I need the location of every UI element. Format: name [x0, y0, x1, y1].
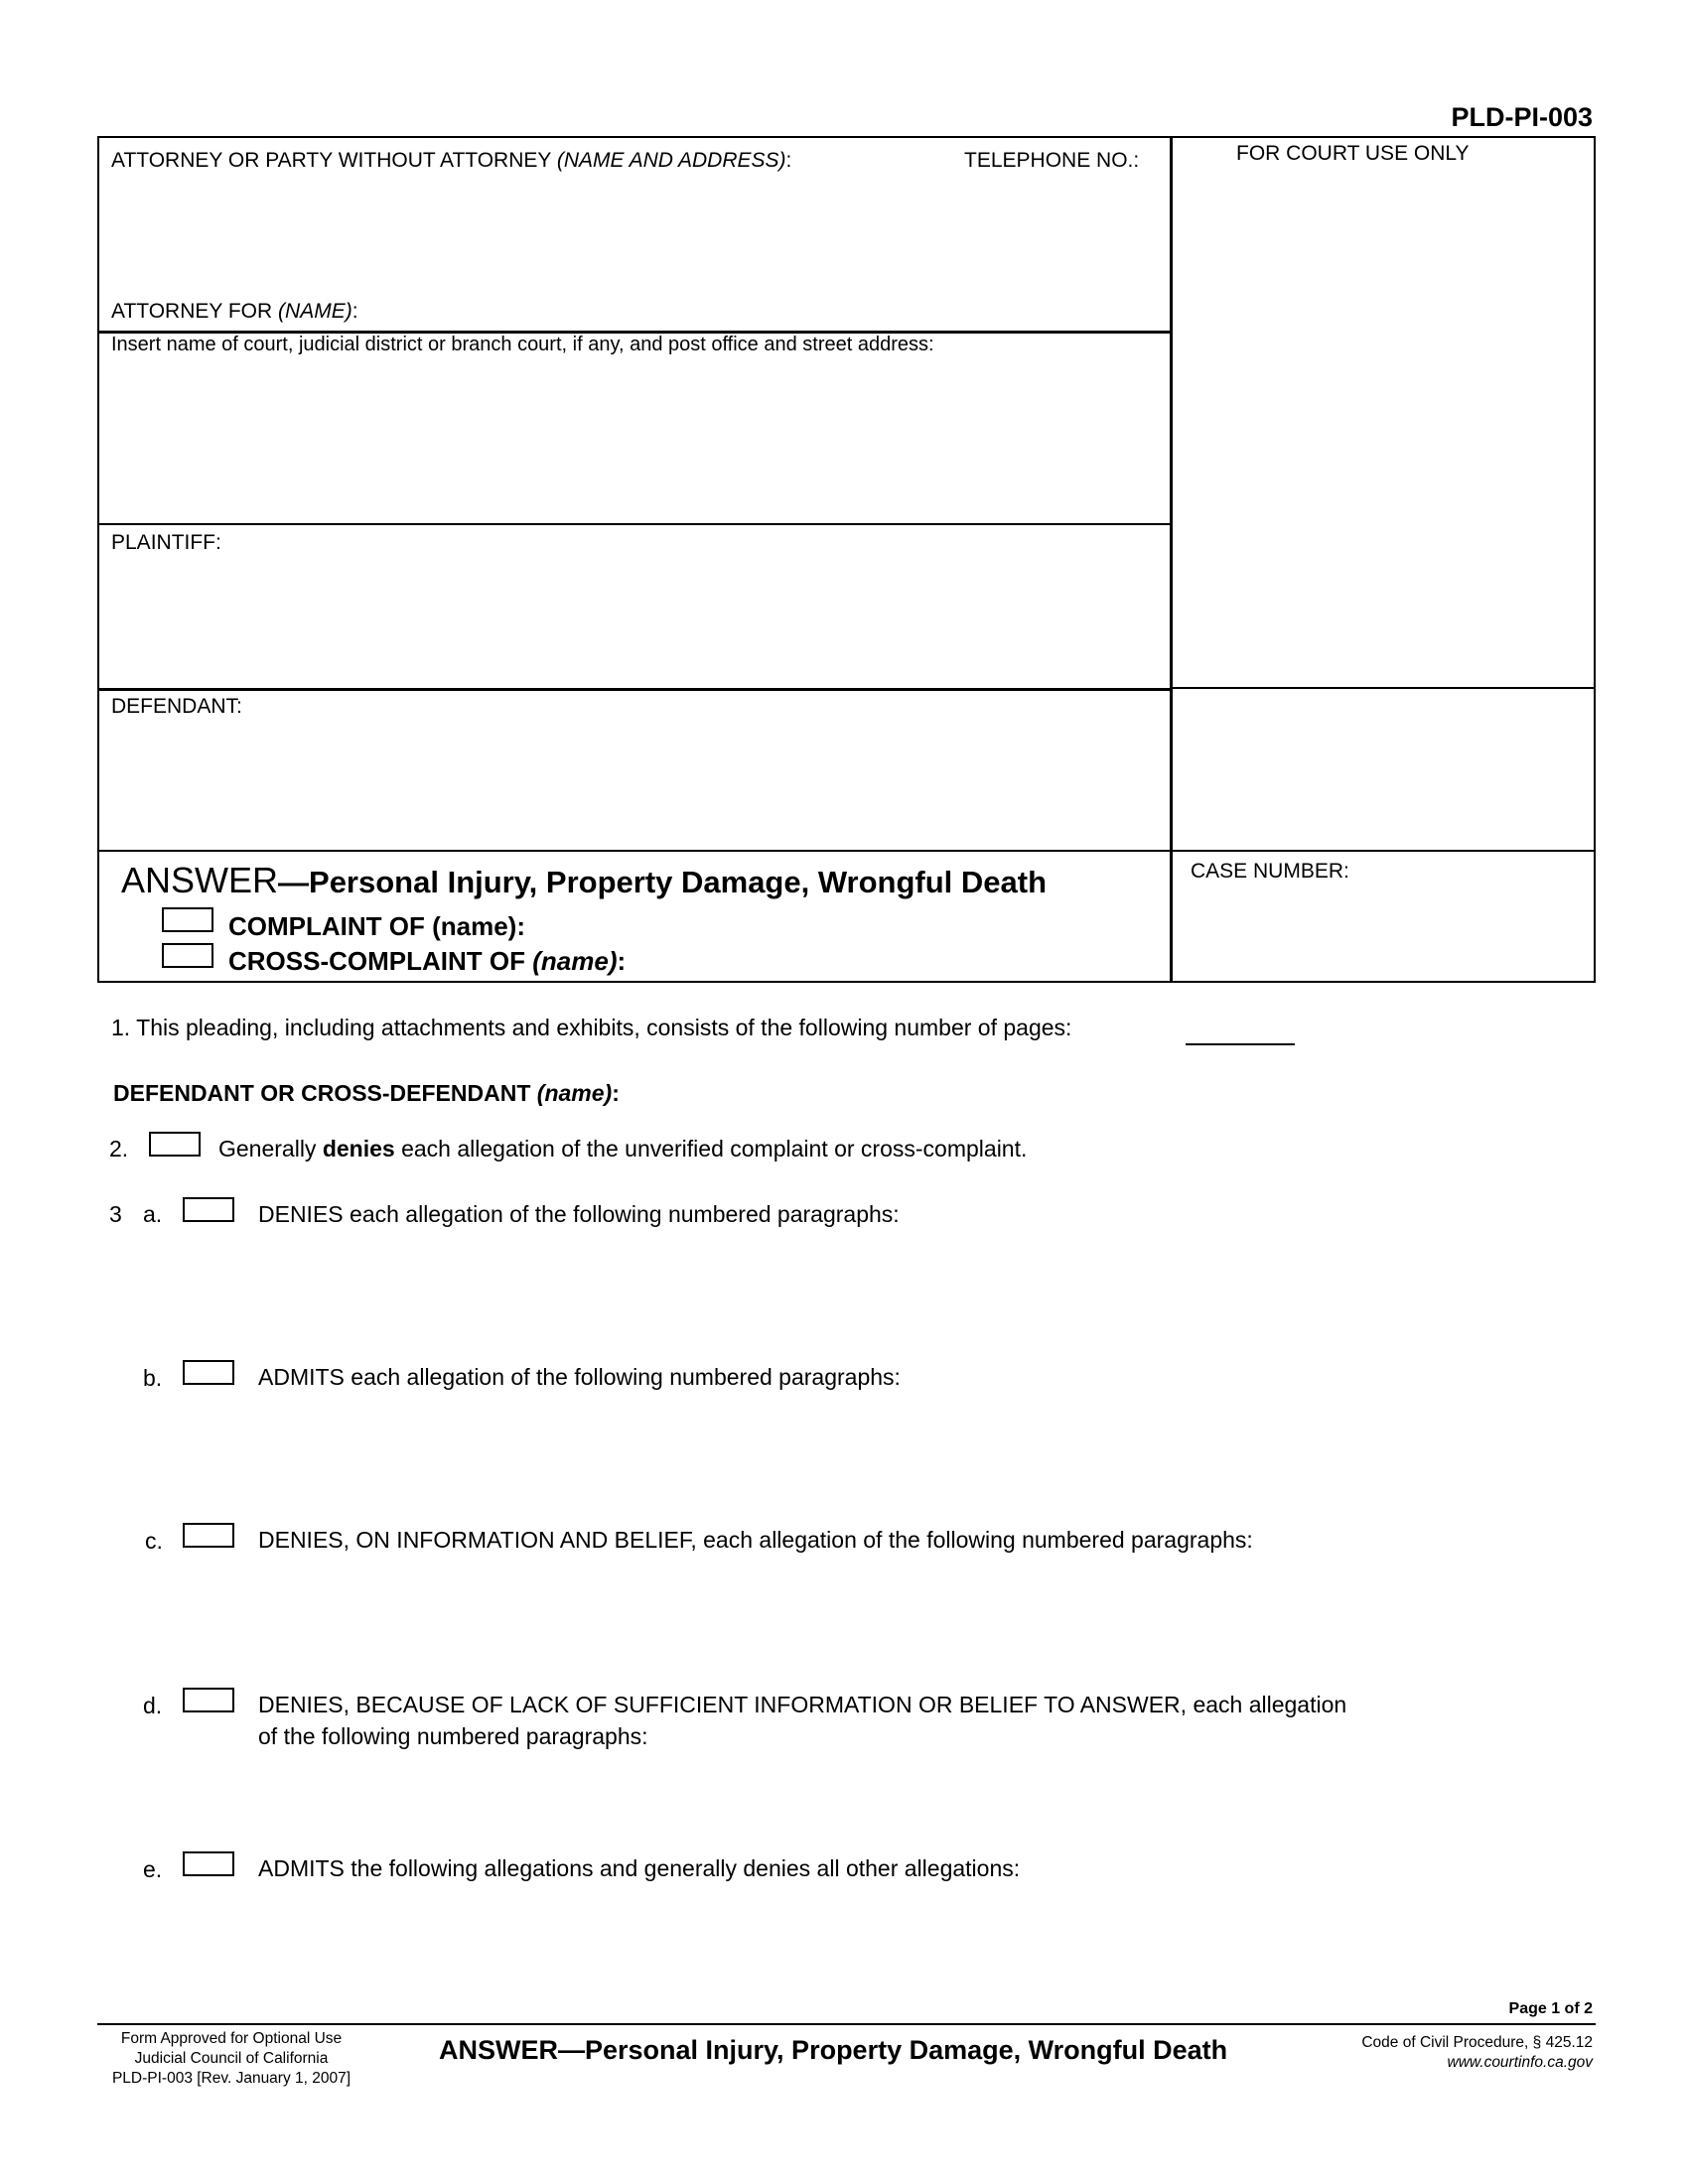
item-3d-letter: d.: [143, 1693, 163, 1718]
defendant-heading: DEFENDANT OR CROSS-DEFENDANT (name):: [113, 1080, 620, 1106]
footer-website[interactable]: www.courtinfo.ca.gov: [1447, 2054, 1593, 2071]
court-use-label: FOR COURT USE ONLY: [1236, 142, 1470, 165]
footer-form-approval: Form Approved for Optional Use Judicial Council of California PLD-PI-003 [Rev. January 1, 2007]: [111, 2030, 352, 2087]
defendant-label: DEFENDANT:: [111, 695, 242, 718]
cross-complaint-label: CROSS-COMPLAINT OF (name):: [228, 946, 627, 976]
case-number-label: CASE NUMBER:: [1191, 860, 1349, 883]
cross-complaint-checkbox[interactable]: [162, 943, 213, 968]
court-box[interactable]: [97, 331, 1172, 525]
court-use-box: [1171, 136, 1596, 689]
plaintiff-box[interactable]: [97, 523, 1172, 691]
defendant-box[interactable]: [97, 688, 1172, 852]
item-3b-checkbox[interactable]: [183, 1360, 234, 1385]
item-1-text: 1. This pleading, including attachments and exhibits, consists of the following number of pages:: [111, 1015, 1072, 1040]
court-label: Insert name of court, judicial district or branch court, if any, and post office and street address:: [111, 334, 934, 355]
item-3a-checkbox[interactable]: [183, 1197, 234, 1222]
footer-title: ANSWER—Personal Injury, Property Damage, Wrongful Death: [439, 2035, 1228, 2065]
item-3c-text: DENIES, ON INFORMATION AND BELIEF, each allegation of the following numbered paragraphs:: [258, 1527, 1253, 1553]
complaint-checkbox[interactable]: [162, 907, 213, 932]
plaintiff-label: PLAINTIFF:: [111, 531, 221, 554]
form-title: ANSWER—Personal Injury, Property Damage, Wrongful Death: [121, 860, 1048, 900]
item-3c-checkbox[interactable]: [183, 1523, 234, 1548]
complaint-label: COMPLAINT OF (name):: [228, 911, 525, 941]
footer-rule: [97, 2023, 1596, 2025]
item-2-text: Generally denies each allegation of the unverified complaint or cross-complaint.: [218, 1136, 1028, 1161]
item-3e-text: ADMITS the following allegations and generally denies all other allegations:: [258, 1855, 1021, 1881]
item-3b-letter: b.: [143, 1365, 163, 1391]
item-3d-text-line1: DENIES, BECAUSE OF LACK OF SUFFICIENT INFORMATION OR BELIEF TO ANSWER, each allegation: [258, 1692, 1347, 1717]
item-3e-letter: e.: [143, 1856, 163, 1882]
page-count-field[interactable]: [1186, 1043, 1295, 1045]
item-2-checkbox[interactable]: [149, 1132, 201, 1157]
item-2-number: 2.: [109, 1136, 129, 1161]
footer-citation: Code of Civil Procedure, § 425.12 www.courtinfo.ca.gov: [1361, 2034, 1593, 2071]
item-3b-text: ADMITS each allegation of the following numbered paragraphs:: [258, 1364, 901, 1390]
item-3d-text-line2: of the following numbered paragraphs:: [258, 1723, 648, 1749]
item-3a-text: DENIES each allegation of the following numbered paragraphs:: [258, 1201, 900, 1227]
blank-right-box: [1171, 687, 1596, 852]
form-id: PLD-PI-003: [1451, 102, 1593, 132]
attorney-for-label: ATTORNEY FOR (NAME):: [111, 300, 358, 323]
telephone-label: TELEPHONE NO.:: [964, 149, 1140, 172]
page-number: Page 1 of 2: [1508, 2000, 1593, 2017]
item-3e-checkbox[interactable]: [183, 1851, 234, 1876]
item-3-number: 3: [109, 1201, 122, 1227]
item-3a-letter: a.: [143, 1201, 163, 1227]
attorney-label: ATTORNEY OR PARTY WITHOUT ATTORNEY (NAME AND ADDRESS):: [111, 149, 792, 172]
item-3d-checkbox[interactable]: [183, 1688, 234, 1712]
item-3c-letter: c.: [145, 1528, 163, 1554]
